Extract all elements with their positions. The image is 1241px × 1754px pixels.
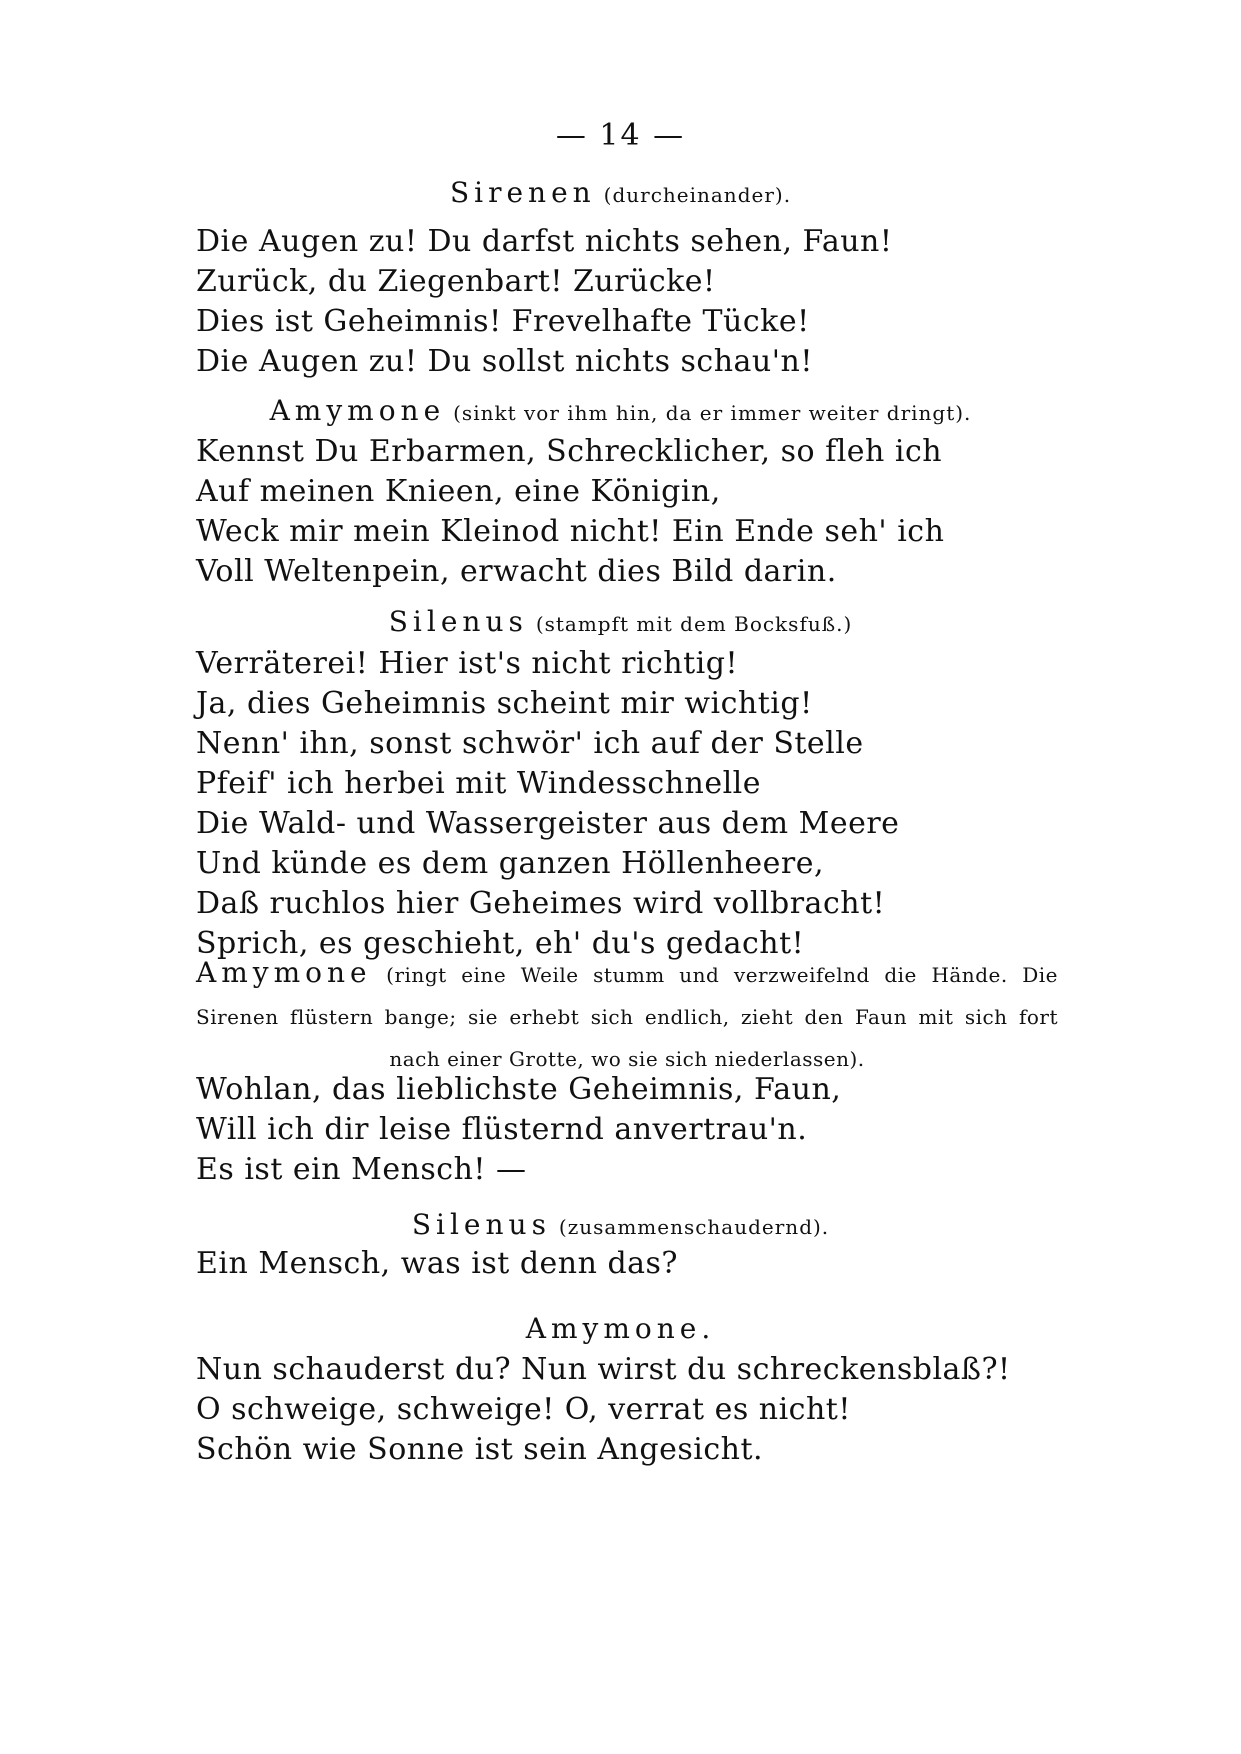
stage-direction-block [196, 952, 1058, 1080]
speaker-heading [0, 1312, 1241, 1345]
speaker-heading [0, 394, 1241, 427]
speaker-name: Amymone [196, 956, 372, 989]
verse-line: Die Augen zu! Du darfst nichts sehen, Faun! [196, 224, 893, 259]
speaker-name: Silenus [388, 605, 528, 638]
speaker-heading [0, 176, 1241, 209]
verse-line: Es ist ein Mensch! — [196, 1152, 527, 1187]
stage-direction: nach einer Grotte, wo sie sich niederlassen). [389, 1047, 865, 1071]
stage-direction: (zusammenschaudernd). [558, 1215, 830, 1239]
verse-line: O schweige, schweige! O, verrat es nicht! [196, 1392, 851, 1427]
stage-direction: (stampft mit dem Bocksfuß.) [535, 612, 853, 636]
verse-line: Sprich, es geschieht, eh' du's gedacht! [196, 926, 805, 961]
verse-line: Will ich dir leise flüsternd anvertrau'n. [196, 1112, 808, 1147]
speaker-heading [0, 605, 1241, 638]
speaker-name: Sirenen [449, 176, 596, 209]
verse-block [196, 222, 1096, 382]
verse-block [196, 644, 1096, 964]
verse-line: Verräterei! Hier ist's nicht richtig! [196, 646, 739, 681]
page-number: — 14 — [555, 118, 686, 153]
verse-line: Weck mir mein Kleinod nicht! Ein Ende seh' ich [196, 514, 945, 549]
verse-line: Zurück, du Ziegenbart! Zurücke! [196, 264, 716, 299]
verse-line: Dies ist Geheimnis! Frevelhafte Tücke! [196, 304, 810, 339]
verse-line: Die Wald- und Wassergeister aus dem Meere [196, 806, 900, 841]
speaker-name: Amymone [269, 394, 446, 427]
stage-direction: (durcheinander). [603, 183, 792, 207]
verse-block [196, 1244, 1096, 1284]
verse-block [196, 1350, 1096, 1470]
verse-line: Schön wie Sonne ist sein Angesicht. [196, 1432, 764, 1467]
stage-direction: (sinkt vor ihm hin, da er immer weiter dringt). [453, 401, 972, 425]
verse-block [196, 432, 1096, 592]
verse-line: Und künde es dem ganzen Höllenheere, [196, 846, 825, 881]
verse-line: Ein Mensch, was ist denn das? [196, 1246, 679, 1281]
verse-line: Voll Weltenpein, erwacht dies Bild darin. [196, 554, 837, 589]
stage-direction: (ringt eine Weile stumm und verzweifelnd die Hände. Die [386, 963, 1059, 987]
verse-line: Nenn' ihn, sonst schwör' ich auf der Stelle [196, 726, 864, 761]
verse-line: Wohlan, das lieblichste Geheimnis, Faun, [196, 1072, 842, 1107]
verse-line: Pfeif' ich herbei mit Windesschnelle [196, 766, 762, 801]
verse-line: Auf meinen Knieen, eine Königin, [196, 474, 721, 509]
verse-line: Kennst Du Erbarmen, Schrecklicher, so fleh ich [196, 434, 943, 469]
speaker-heading [0, 1208, 1241, 1241]
verse-block [196, 1070, 1096, 1190]
speaker-name: Amymone. [525, 1312, 716, 1345]
verse-line: Die Augen zu! Du sollst nichts schau'n! [196, 344, 813, 379]
speaker-name: Silenus [411, 1208, 551, 1241]
stage-direction-line-1 [196, 952, 1058, 996]
verse-line: Daß ruchlos hier Geheimes wird vollbracht! [196, 886, 886, 921]
verse-line: Nun schauderst du? Nun wirst du schreckensblaß?! [196, 1352, 1011, 1387]
verse-line: Ja, dies Geheimnis scheint mir wichtig! [196, 686, 813, 721]
stage-direction: Sirenen flüstern bange; sie erhebt sich endlich, zieht den Faun mit sich fort [196, 1005, 1058, 1029]
